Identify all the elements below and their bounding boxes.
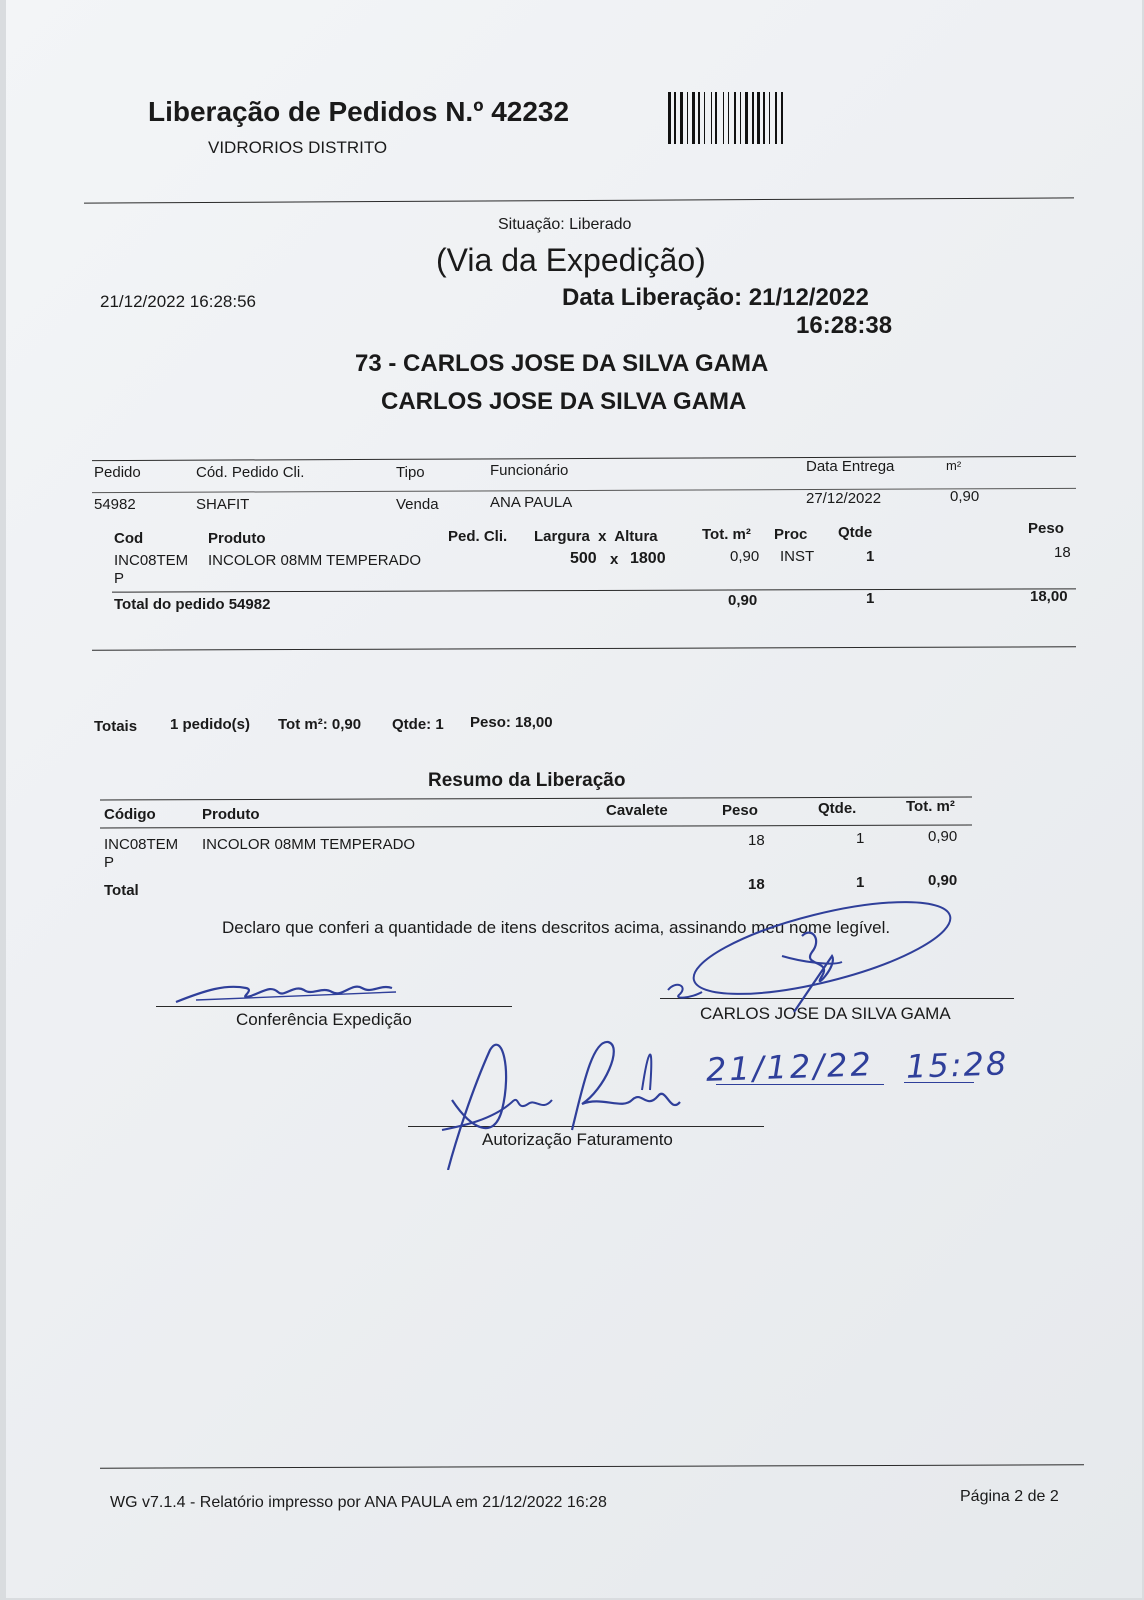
handwritten-date: 21/12/22 [705,1045,875,1089]
item-col-tot-m2: Tot. m² [702,526,751,543]
declaracao-text: Declaro que conferi a quantidade de itens descritos acima, assinando meu nome legível. [222,918,891,937]
resumo-col-peso: Peso [722,802,758,819]
resumo-total-peso: 18 [748,876,765,893]
total-pedido-peso: 18,00 [1030,588,1068,605]
total-pedido-label: Total do pedido 54982 [114,596,271,613]
document-title: Liberação de Pedidos N.º 42232 [148,96,570,127]
cliente-signature-label: CARLOS JOSE DA SILVA GAMA [700,1004,951,1023]
data-liberacao: Data Liberação: 21/12/2022 [562,284,869,311]
table-top-border [92,456,1076,461]
barcode-bar [692,92,695,144]
total-pedido-qtde: 1 [866,590,875,607]
totais-qtde: Qtde: 1 [392,716,444,733]
barcode-bar [723,92,724,144]
item-largura: 500 [570,550,597,567]
resumo-col-produto: Produto [202,806,260,823]
footer-divider [100,1464,1084,1468]
barcode-bar [763,92,765,144]
cliente-codigo-nome: 73 - CARLOS JOSE DA SILVA GAMA [355,350,769,377]
totais-label: Totais [94,718,138,735]
divider [84,197,1074,203]
resumo-peso: 18 [748,832,765,849]
via-label: (Via da Expedição) [436,242,706,278]
signature-cliente-icon [662,896,962,1026]
barcode-bar [711,92,712,144]
totais-m2: Tot m²: 0,90 [278,716,362,733]
barcode-bar [757,92,760,144]
barcode-bar [740,92,741,144]
row-cod-pedido-cli: SHAFIT [196,496,250,513]
status-situacao: Situação: Liberado [498,216,632,233]
handwritten-time-underline [904,1082,974,1083]
barcode [668,92,840,144]
signature-conferencia-icon [166,970,406,1010]
row-m2: 0,90 [950,488,980,505]
handwritten-date-underline [716,1084,884,1085]
item-col-largura-altura: Largura x Altura [534,528,658,545]
resumo-col-qtde: Qtde. [818,800,857,817]
item-altura: 1800 [630,550,666,567]
item-col-peso: Peso [1028,520,1064,537]
resumo-qtde: 1 [856,830,865,847]
total-separator [112,588,1076,592]
item-col-produto: Produto [208,530,266,547]
resumo-col-tot-m2: Tot. m² [906,798,955,815]
barcode-bar [687,92,688,144]
item-cod-cont: P [114,570,125,587]
item-cod: INC08TEM [114,552,189,569]
resumo-total-qtde: 1 [856,874,865,891]
barcode-bar [698,92,700,144]
cliente-nome: CARLOS JOSE DA SILVA GAMA [381,388,747,415]
barcode-bar [715,92,717,144]
col-tipo: Tipo [396,464,425,481]
print-datetime: 21/12/2022 16:28:56 [100,292,256,311]
barcode-bar [668,92,671,144]
company-name: VIDRORIOS DISTRITO [208,138,388,157]
totais-pedidos: 1 pedido(s) [170,716,251,733]
header-underline [92,488,1076,493]
totais-peso: Peso: 18,00 [470,714,553,731]
row-tipo: Venda [396,496,439,513]
autorizacao-label: Autorização Faturamento [482,1130,673,1149]
col-m2: m² [946,458,962,473]
barcode-bar [734,92,736,144]
col-funcionario: Funcionário [490,462,569,479]
hora-liberacao: 16:28:38 [796,312,893,339]
resumo-produto: INCOLOR 08MM TEMPERADO [202,836,416,853]
item-col-cod: Cod [114,530,144,547]
barcode-bar [769,92,770,144]
footer-page-number: Página 2 de 2 [960,1488,1059,1505]
resumo-total-m2: 0,90 [928,872,958,889]
resumo-col-cavalete: Cavalete [606,802,668,819]
table-bottom-border [92,646,1076,650]
item-proc: INST [780,548,815,565]
barcode-bar [745,92,748,144]
handwritten-time: 15:28 [905,1044,1009,1086]
col-pedido: Pedido [94,464,141,481]
barcode-bar [752,92,754,144]
row-funcionario: ANA PAULA [490,494,573,511]
resumo-header-underline [100,824,972,828]
resumo-tot-m2: 0,90 [928,828,958,845]
barcode-bar [781,92,783,144]
footer-report-info: WG v7.1.4 - Relatório impresso por ANA PAULA em 21/12/2022 16:28 [110,1494,607,1511]
barcode-bar [674,92,676,144]
resumo-title: Resumo da Liberação [428,770,626,791]
item-col-ped-cli: Ped. Cli. [448,528,508,545]
barcode-bar [728,92,729,144]
item-tot-m2: 0,90 [730,548,760,565]
barcode-bar [680,92,683,144]
col-data-entrega: Data Entrega [806,458,895,475]
document-page [6,0,1142,1598]
signature-autorizacao-icon [432,1030,692,1170]
barcode-bar [704,92,705,144]
conferencia-label: Conferência Expedição [236,1010,412,1029]
item-col-qtde: Qtde [838,524,873,541]
total-pedido-m2: 0,90 [728,592,758,609]
item-peso: 18 [1054,544,1071,561]
resumo-total-label: Total [104,882,139,899]
col-cod-pedido-cli: Cód. Pedido Cli. [196,464,305,481]
barcode-bar [775,92,777,144]
resumo-codigo-cont: P [104,854,115,871]
item-x: x [610,551,619,568]
item-col-proc: Proc [774,526,808,543]
resumo-col-codigo: Código [104,806,156,823]
row-pedido: 54982 [94,496,136,513]
row-data-entrega: 27/12/2022 [806,490,882,507]
item-produto: INCOLOR 08MM TEMPERADO [208,552,422,569]
resumo-codigo: INC08TEM [104,836,179,853]
item-qtde: 1 [866,548,875,565]
